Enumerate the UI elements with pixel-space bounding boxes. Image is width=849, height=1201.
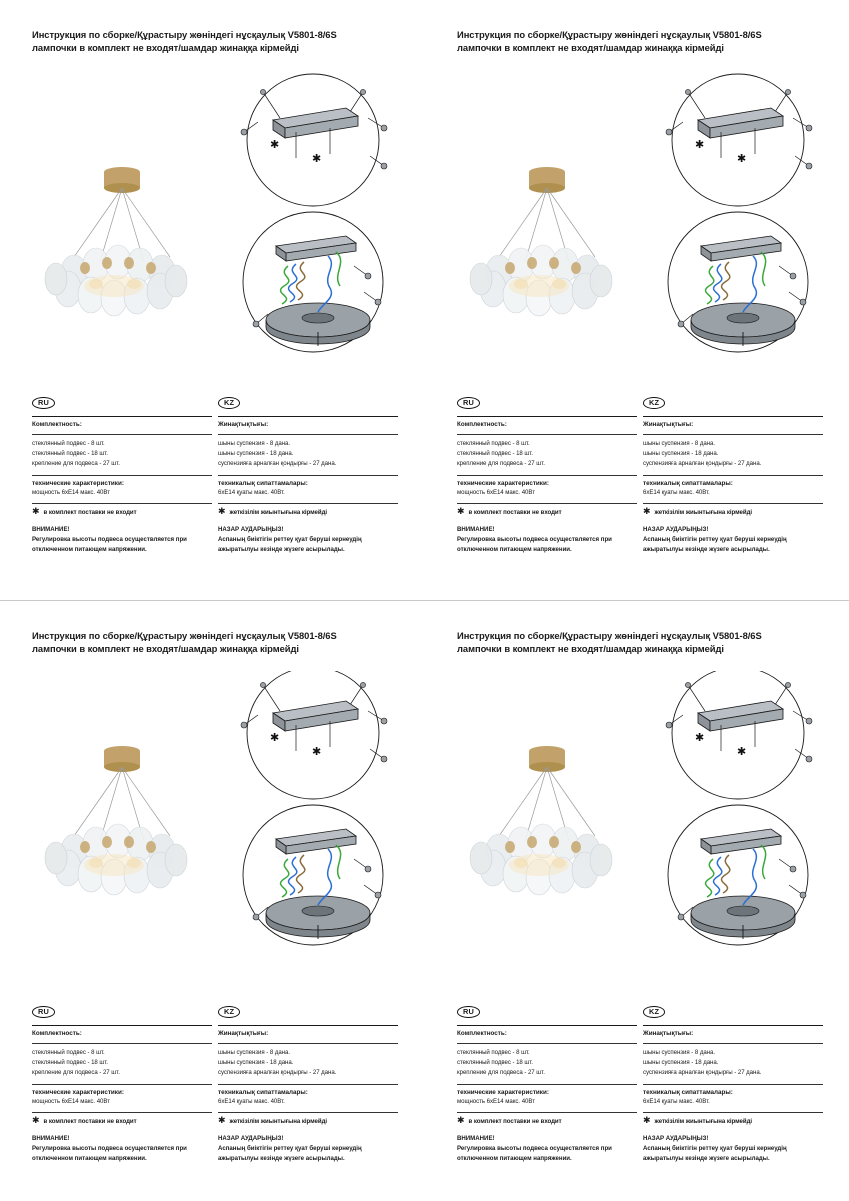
specs-heading: технические характеристики: [457, 1088, 549, 1096]
specs-line: мощность 6хЕ14 макс. 40Вт [32, 488, 110, 496]
title-line-1: Инструкция по сборке/Құрастыру жөніндегі нұсқаулық V5801-8/6S [457, 29, 762, 40]
asterisk-icon: ✱ [32, 506, 40, 517]
divider [457, 1112, 637, 1113]
divider [643, 475, 823, 476]
instruction-panel [425, 0, 849, 600]
title-line-2: лампочки в комплект не входят/шамдар жинаққа кірмейді [32, 643, 299, 655]
specs-line: мощность 6хЕ14 макс. 40Вт [457, 488, 535, 496]
warning-title: НАЗАР АУДАРЫҢЫЗ! [643, 526, 709, 534]
specs-heading: техникалық сипаттамалары: [218, 479, 308, 487]
title-line-2: лампочки в комплект не входят/шамдар жинаққа кірмейді [32, 42, 299, 54]
specs-heading: техникалық сипаттамалары: [643, 479, 733, 487]
language-badge-ru: RU [457, 397, 480, 409]
divider [218, 1112, 398, 1113]
note-text: в комплект поставки не входит [468, 509, 562, 517]
language-badge-ru: RU [32, 1006, 55, 1018]
warning-block [457, 1134, 637, 1163]
divider [457, 434, 637, 435]
illustration-area [447, 663, 832, 963]
title-line-1: Инструкция по сборке/Құрастыру жөніндегі нұсқаулық V5801-8/6S [32, 29, 337, 40]
specifications-area [457, 392, 827, 552]
note-row [643, 1117, 823, 1127]
divider [32, 1084, 212, 1085]
diagram-column [218, 671, 408, 961]
completeness-line: крепление для подвеса - 27 шт. [457, 1068, 545, 1076]
completeness-heading: Комплектность: [32, 421, 82, 428]
divider [457, 1025, 637, 1026]
warning-block [218, 525, 398, 554]
completeness-line: шыны суспензия - 18 дана. [643, 1058, 719, 1066]
language-badge-kz: KZ [643, 397, 665, 409]
language-badge-kz: KZ [218, 1006, 240, 1018]
chandelier-illustration [22, 62, 222, 362]
note-row [218, 508, 398, 518]
completeness-line: стеклянный подвес - 18 шт. [457, 449, 533, 457]
divider [32, 416, 212, 417]
asterisk-icon: ✱ [32, 1115, 40, 1126]
note-text: в комплект поставки не входит [468, 1118, 562, 1126]
note-text: жеткізілім жиынтығына кірмейді [654, 1118, 753, 1126]
warning-text: Аспаның биіктігін реттеу қуат беруші кернеудің ажыратылуы кезінде жүзеге асырылады. [218, 1145, 362, 1162]
note-text: жеткізілім жиынтығына кірмейді [654, 509, 753, 517]
language-badge-ru: RU [457, 1006, 480, 1018]
note-row [457, 1117, 637, 1127]
completeness-heading: Комплектность: [32, 1030, 82, 1037]
divider [218, 503, 398, 504]
completeness-line: шыны суспензия - 18 дана. [218, 1058, 294, 1066]
divider [32, 503, 212, 504]
page-title [32, 629, 392, 656]
diagram-column [218, 70, 408, 360]
asterisk-mark: ✱ [737, 153, 747, 165]
title-line-2: лампочки в комплект не входят/шамдар жинаққа кірмейді [457, 42, 724, 54]
asterisk-mark: ✱ [695, 732, 705, 744]
page-title [32, 28, 392, 55]
completeness-line: крепление для подвеса - 27 шт. [32, 1068, 120, 1076]
completeness-heading: Комплектность: [457, 421, 507, 428]
note-row [32, 508, 212, 518]
warning-text: Регулировка высоты подвеса осуществляется при отключенном питающем напряжении. [32, 1145, 187, 1162]
asterisk-icon: ✱ [218, 1115, 226, 1126]
specs-line: 6хЕ14 қуаты макс. 40Вт. [643, 1097, 710, 1105]
illustration-area [22, 663, 407, 963]
divider [457, 416, 637, 417]
warning-title: ВНИМАНИЕ! [457, 526, 495, 534]
warning-text: Аспаның биіктігін реттеу қуат беруші кернеудің ажыратылуы кезінде жүзеге асырылады. [218, 536, 362, 553]
completeness-line: стеклянный подвес - 18 шт. [32, 449, 108, 457]
specs-column-kz [643, 1001, 823, 1164]
specs-column-kz [643, 392, 823, 555]
warning-block [643, 1134, 823, 1163]
completeness-line: шыны суспензия - 8 дана. [218, 1049, 291, 1056]
divider [643, 1112, 823, 1113]
note-text: жеткізілім жиынтығына кірмейді [229, 1118, 328, 1126]
asterisk-icon: ✱ [643, 1115, 651, 1126]
title-line-1: Инструкция по сборке/Құрастыру жөніндегі нұсқаулық V5801-8/6S [457, 630, 762, 641]
completeness-line: суспензияға арналған қондырғы - 27 дана. [643, 459, 762, 467]
page-title [457, 28, 817, 55]
specs-line: 6хЕ14 қуаты макс. 40Вт. [218, 488, 285, 496]
divider [32, 475, 212, 476]
asterisk-mark: ✱ [270, 732, 280, 744]
title-line-1: Инструкция по сборке/Құрастыру жөніндегі нұсқаулық V5801-8/6S [32, 630, 337, 641]
divider [218, 1025, 398, 1026]
divider [643, 1084, 823, 1085]
divider [457, 1084, 637, 1085]
note-text: в комплект поставки не входит [43, 1118, 137, 1126]
warning-block [32, 525, 212, 554]
asterisk-icon: ✱ [457, 506, 465, 517]
divider [643, 1043, 823, 1044]
completeness-line: шыны суспензия - 8 дана. [643, 440, 716, 447]
chandelier-illustration [447, 62, 647, 362]
specs-column-ru [457, 392, 637, 555]
chandelier-illustration [22, 663, 222, 963]
warning-title: НАЗАР АУДАРЫҢЫЗ! [218, 526, 284, 534]
divider [457, 475, 637, 476]
asterisk-icon: ✱ [218, 506, 226, 517]
divider [457, 503, 637, 504]
completeness-line: стеклянный подвес - 18 шт. [32, 1058, 108, 1066]
completeness-heading: Жинақтықтығы: [218, 421, 269, 428]
instruction-panel [0, 0, 424, 600]
note-row [457, 508, 637, 518]
divider [32, 1043, 212, 1044]
completeness-line: шыны суспензия - 18 дана. [218, 449, 294, 457]
specs-column-ru [457, 1001, 637, 1164]
diagram-column [643, 70, 833, 360]
warning-text: Регулировка высоты подвеса осуществляется при отключенном питающем напряжении. [457, 1145, 612, 1162]
warning-text: Регулировка высоты подвеса осуществляется при отключенном питающем напряжении. [32, 536, 187, 553]
warning-title: НАЗАР АУДАРЫҢЫЗ! [218, 1135, 284, 1143]
warning-text: Аспаның биіктігін реттеу қуат беруші кернеудің ажыратылуы кезінде жүзеге асырылады. [643, 1145, 787, 1162]
specs-line: мощность 6хЕ14 макс. 40Вт [457, 1097, 535, 1105]
specs-column-ru [32, 1001, 212, 1164]
asterisk-mark: ✱ [695, 139, 705, 151]
instruction-panel [0, 601, 424, 1201]
completeness-line: крепление для подвеса - 27 шт. [457, 459, 545, 467]
divider [218, 1043, 398, 1044]
specs-heading: техникалық сипаттамалары: [218, 1088, 308, 1096]
completeness-line: крепление для подвеса - 27 шт. [32, 459, 120, 467]
completeness-line: стеклянный подвес - 8 шт. [457, 1049, 530, 1056]
asterisk-icon: ✱ [457, 1115, 465, 1126]
illustration-area [22, 62, 407, 362]
note-text: жеткізілім жиынтығына кірмейді [229, 509, 328, 517]
warning-block [32, 1134, 212, 1163]
asterisk-mark: ✱ [312, 153, 322, 165]
asterisk-mark: ✱ [270, 139, 280, 151]
chandelier-illustration [447, 663, 647, 963]
specs-heading: технические характеристики: [32, 1088, 124, 1096]
divider [32, 1025, 212, 1026]
divider [218, 475, 398, 476]
completeness-line: стеклянный подвес - 8 шт. [32, 440, 105, 447]
specifications-area [457, 1001, 827, 1161]
specs-column-kz [218, 1001, 398, 1164]
warning-text: Аспаның биіктігін реттеу қуат беруші кернеудің ажыратылуы кезінде жүзеге асырылады. [643, 536, 787, 553]
warning-block [457, 525, 637, 554]
completeness-line: суспензияға арналған қондырғы - 27 дана. [218, 1068, 337, 1076]
asterisk-icon: ✱ [643, 506, 651, 517]
completeness-line: суспензияға арналған қондырғы - 27 дана. [643, 1068, 762, 1076]
divider [32, 1112, 212, 1113]
specifications-area [32, 1001, 402, 1161]
divider [218, 416, 398, 417]
specs-heading: технические характеристики: [32, 479, 124, 487]
language-badge-kz: KZ [218, 397, 240, 409]
completeness-heading: Жинақтықтығы: [218, 1030, 269, 1037]
warning-title: ВНИМАНИЕ! [32, 1135, 70, 1143]
title-line-2: лампочки в комплект не входят/шамдар жинаққа кірмейді [457, 643, 724, 655]
language-badge-kz: KZ [643, 1006, 665, 1018]
warning-title: ВНИМАНИЕ! [457, 1135, 495, 1143]
warning-block [643, 525, 823, 554]
specs-line: мощность 6хЕ14 макс. 40Вт [32, 1097, 110, 1105]
language-badge-ru: RU [32, 397, 55, 409]
completeness-line: шыны суспензия - 8 дана. [218, 440, 291, 447]
asterisk-mark: ✱ [737, 746, 747, 758]
diagram-column [643, 671, 833, 961]
warning-block [218, 1134, 398, 1163]
specs-heading: техникалық сипаттамалары: [643, 1088, 733, 1096]
asterisk-mark: ✱ [312, 746, 322, 758]
note-text: в комплект поставки не входит [43, 509, 137, 517]
completeness-heading: Жинақтықтығы: [643, 421, 694, 428]
note-row [643, 508, 823, 518]
specs-column-ru [32, 392, 212, 555]
note-row [32, 1117, 212, 1127]
divider [218, 434, 398, 435]
divider [218, 1084, 398, 1085]
note-row [218, 1117, 398, 1127]
illustration-area [447, 62, 832, 362]
divider [643, 503, 823, 504]
warning-title: ВНИМАНИЕ! [32, 526, 70, 534]
warning-text: Регулировка высоты подвеса осуществляется при отключенном питающем напряжении. [457, 536, 612, 553]
divider [643, 434, 823, 435]
completeness-heading: Комплектность: [457, 1030, 507, 1037]
completeness-line: суспензияға арналған қондырғы - 27 дана. [218, 459, 337, 467]
completeness-heading: Жинақтықтығы: [643, 1030, 694, 1037]
divider [457, 1043, 637, 1044]
completeness-line: стеклянный подвес - 8 шт. [32, 1049, 105, 1056]
divider [643, 416, 823, 417]
divider [643, 1025, 823, 1026]
completeness-line: стеклянный подвес - 8 шт. [457, 440, 530, 447]
specs-line: 6хЕ14 қуаты макс. 40Вт. [643, 488, 710, 496]
specs-heading: технические характеристики: [457, 479, 549, 487]
specs-line: 6хЕ14 қуаты макс. 40Вт. [218, 1097, 285, 1105]
completeness-line: стеклянный подвес - 18 шт. [457, 1058, 533, 1066]
completeness-line: шыны суспензия - 18 дана. [643, 449, 719, 457]
completeness-line: шыны суспензия - 8 дана. [643, 1049, 716, 1056]
page-title [457, 629, 817, 656]
specs-column-kz [218, 392, 398, 555]
instruction-panel [425, 601, 849, 1201]
divider [32, 434, 212, 435]
warning-title: НАЗАР АУДАРЫҢЫЗ! [643, 1135, 709, 1143]
specifications-area [32, 392, 402, 552]
